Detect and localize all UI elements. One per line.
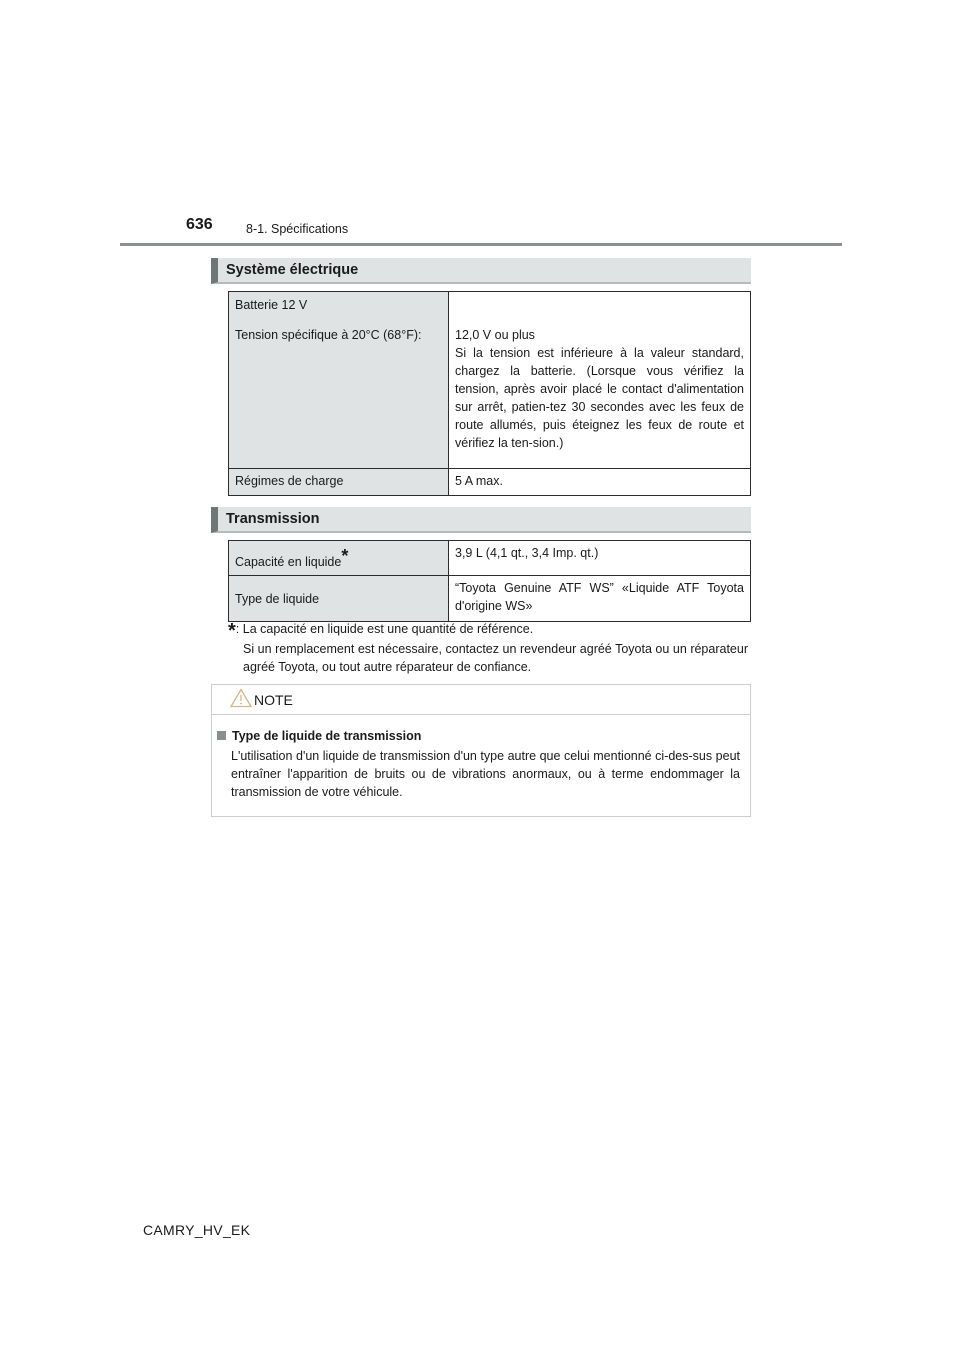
battery-label: Batterie 12 V [235, 298, 308, 312]
header-divider [120, 243, 842, 246]
note-subtitle: Type de liquide de transmission [232, 729, 422, 743]
footnote-line-1: : La capacité en liquide est une quantité de référence. [235, 622, 534, 636]
table-row [229, 541, 751, 576]
table-row [229, 576, 751, 622]
fluid-label: Type de liquide [235, 591, 320, 606]
voltage-label: Tension spécifique à 20°C (68°F): [235, 328, 422, 342]
footnote-marker: * [228, 620, 236, 642]
transmission-spec-table [228, 540, 751, 622]
note-header [212, 685, 750, 715]
capacity-value-cell [449, 541, 751, 576]
electrical-spec-table [228, 291, 751, 496]
voltage-value: 12,0 V ou plus [455, 328, 535, 342]
note-title: NOTE [254, 692, 293, 708]
table-row [229, 469, 751, 496]
fluid-value-cell [449, 576, 751, 622]
section-title-transmission: Transmission [211, 507, 751, 533]
capacity-value: 3,9 L (4,1 qt., 3,4 Imp. qt.) [455, 546, 599, 560]
note-body [212, 715, 750, 801]
battery-label-cell [229, 292, 449, 469]
table-row [229, 292, 751, 469]
charge-label: Régimes de charge [235, 474, 344, 488]
capacity-label-cell [229, 541, 449, 576]
warning-triangle-icon [230, 688, 252, 713]
model-code: CAMRY_HV_EK [143, 1222, 251, 1238]
voltage-value-cell [449, 292, 751, 469]
note-box [211, 684, 751, 817]
charge-value-cell [449, 469, 751, 496]
page-number: 636 [186, 216, 213, 233]
section-reference: 8-1. Spécifications [246, 222, 349, 236]
voltage-note: Si la tension est inférieure à la valeur standard, chargez la batterie. (Lorsque vous vérifiez la tension, après avoir placé le contact d'alimentation sur arrêt, patien-tez 30 secondes avec les feux de route allumés, puis éteignez les feux de route et vérifiez la ten-sion.) [455, 346, 744, 450]
footnote [228, 620, 748, 676]
section-title-electrical: Système électrique [211, 258, 751, 284]
charge-label-cell [229, 469, 449, 496]
capacity-label: Capacité en liquide [235, 555, 342, 569]
charge-value: 5 A max. [455, 474, 503, 488]
fluid-label-cell [229, 576, 449, 622]
capacity-footnote-marker: * [341, 546, 349, 566]
note-text: L'utilisation d'un liquide de transmission d'un type autre que celui mentionné ci-des-sus peut entraîner l'apparition de bruits ou de vibrations anormaux, ou à terme endommager la transmission de votre véhicule. [231, 749, 740, 799]
footnote-line-2: Si un remplacement est nécessaire, contactez un revendeur agréé Toyota ou un réparateur agréé Toyota, ou tout autre réparateur de confiance. [243, 642, 748, 674]
square-bullet-icon [217, 731, 226, 740]
fluid-value: “Toyota Genuine ATF WS” «Liquide ATF Toyota d'origine WS» [455, 581, 744, 613]
